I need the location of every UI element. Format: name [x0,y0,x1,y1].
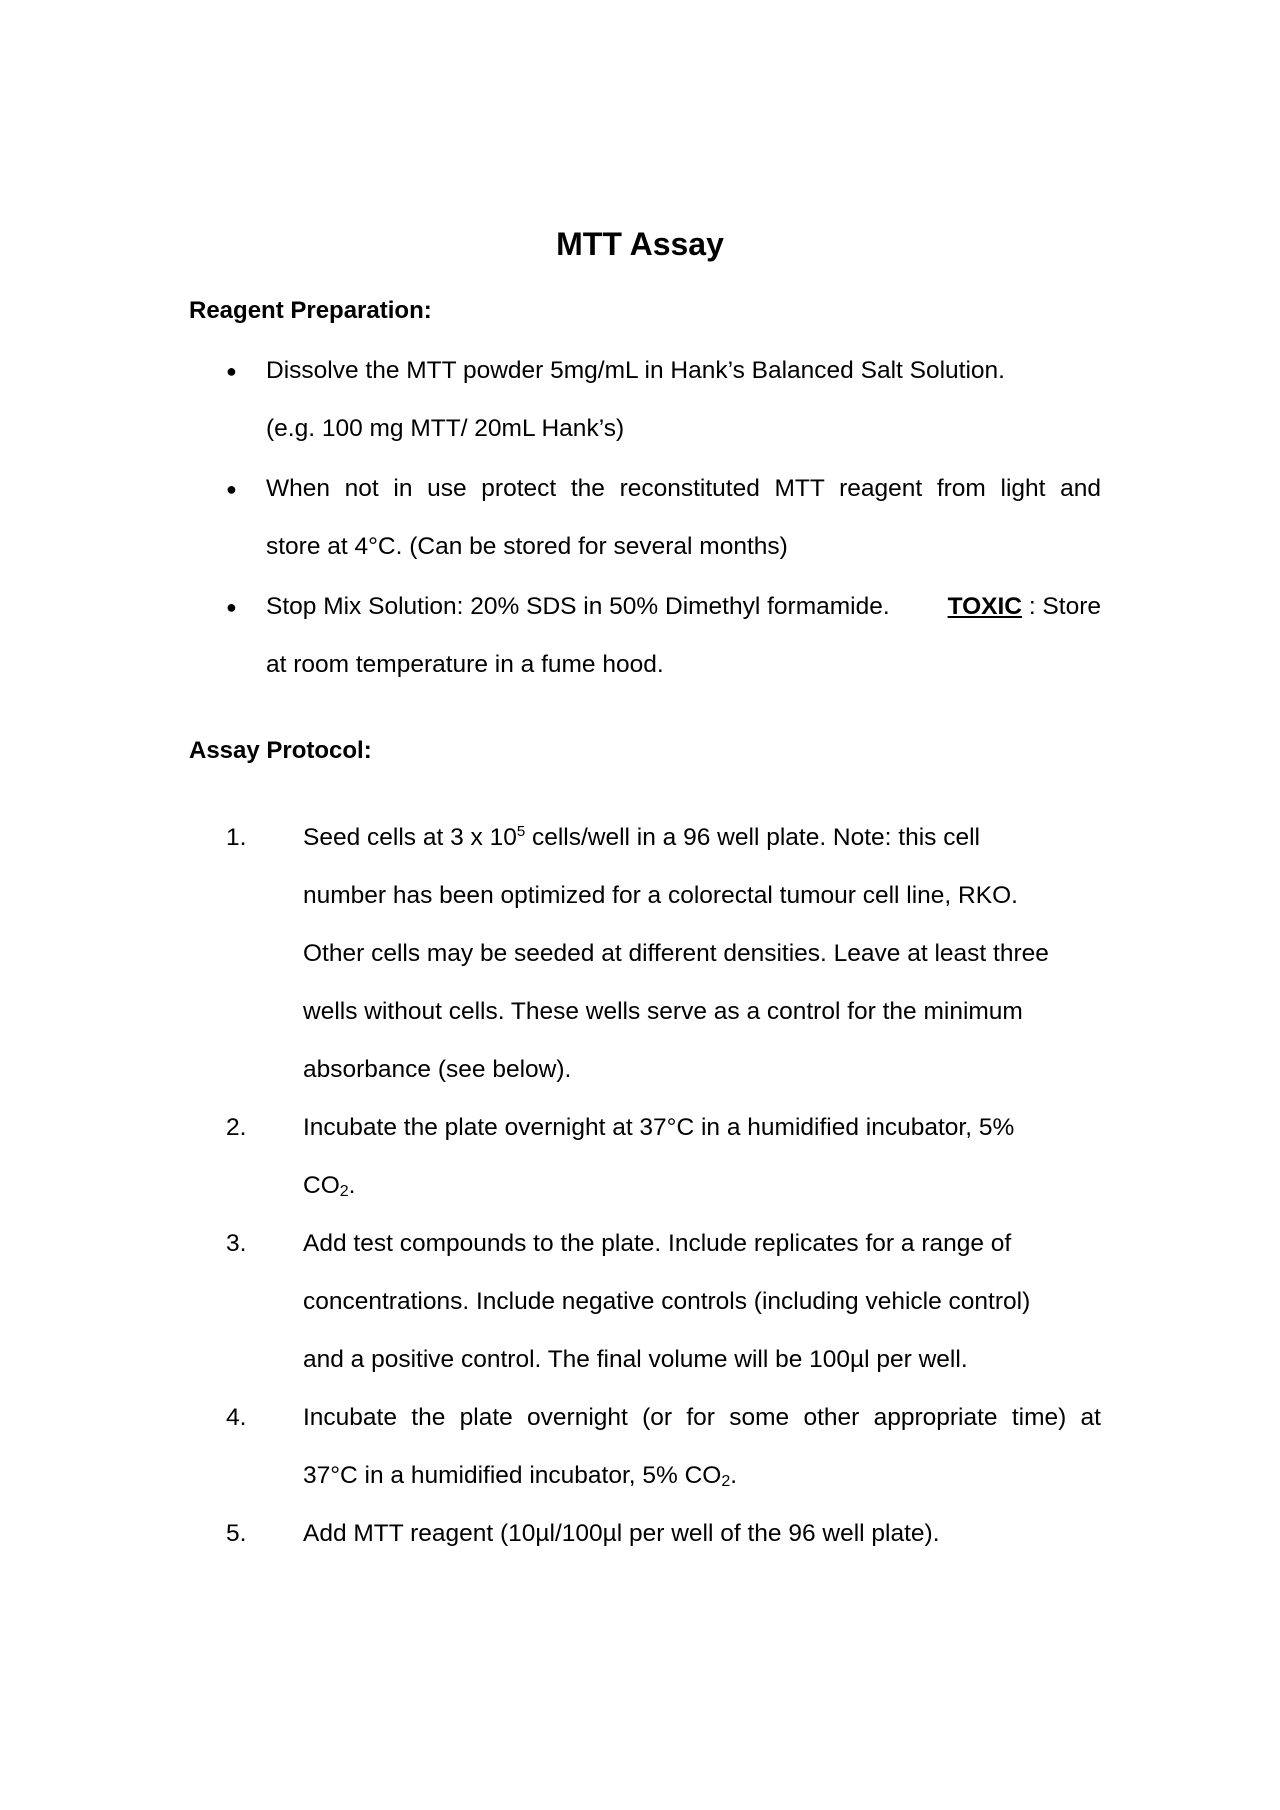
step-3-line-2: concentrations. Include negative controls (including vehicle control) [303,1288,1031,1315]
step-2-line-2 [303,1171,355,1201]
step-4-number: 4. [226,1404,247,1431]
step-2-line-1: Incubate the plate overnight at 37°C in a humidified incubator, 5% [303,1114,1015,1141]
reagent-bullet-1-line-2: (e.g. 100 mg MTT/ 20mL Hank’s) [266,415,625,442]
step-1-line-2: number has been optimized for a colorectal tumour cell line, RKO. [303,882,1018,909]
reagent-bullet-1-line-1: Dissolve the MTT powder 5mg/mL in Hank’s Balanced Salt Solution. [266,357,1005,384]
step-1-line-4: wells without cells. These wells serve as a control for the minimum [303,998,1023,1025]
reagent-bullet-2-line-2: store at 4°C. (Can be stored for several months) [266,533,788,560]
page-title: MTT Assay [556,226,724,262]
reagent-bullet-3-text: Stop Mix Solution: 20% SDS in 50% Dimethyl formamide. [266,593,890,620]
step-2-number: 2. [226,1114,247,1141]
reagent-bullet-3-toxic-group [948,592,1101,622]
step-1-line-1-rest: cells/well in a 96 well plate. Note: this cell [525,824,980,851]
subscript: 2 [339,1183,349,1200]
step-5-number: 5. [226,1520,247,1547]
step-4-line-2 [303,1461,737,1491]
step-4-line-2-text: 37°C in a humidified incubator, 5% CO [303,1462,722,1489]
bullet-icon: ● [226,479,237,499]
reagent-bullet-3-store: : Store [1028,593,1101,620]
reagent-bullet-2-line-1: When not in use protect the reconstituted MTT reagent from light and [266,475,1101,502]
exponent: 5 [516,822,526,840]
step-4-line-1: Incubate the plate overnight (or for some other appropriate time) at [303,1404,1101,1431]
subscript: 2 [721,1473,731,1490]
reagent-bullet-3-line-1 [266,592,1101,622]
step-2-line-2-text: CO [303,1172,340,1199]
step-3-line-3: and a positive control. The final volume will be 100µl per well. [303,1346,968,1373]
step-1-line-1 [303,823,980,853]
reagent-preparation-heading: Reagent Preparation: [189,297,432,324]
reagent-bullet-3-line-2: at room temperature in a fume hood. [266,651,664,678]
step-2-line-2-period: . [348,1172,356,1199]
step-5-line-1: Add MTT reagent (10µl/100µl per well of the 96 well plate). [303,1520,940,1547]
assay-protocol-heading: Assay Protocol: [189,737,372,764]
bullet-icon: ● [226,361,237,381]
step-3-number: 3. [226,1230,247,1257]
bullet-icon: ● [226,597,237,617]
step-1-line-5: absorbance (see below). [303,1056,572,1083]
step-1-line-3: Other cells may be seeded at different densities. Leave at least three [303,940,1049,967]
toxic-warning-label: TOXIC [947,593,1022,620]
step-4-line-2-period: . [730,1462,738,1489]
step-3-line-1: Add test compounds to the plate. Include replicates for a range of [303,1230,1012,1257]
step-1-line-1-text: Seed cells at 3 x 10 [303,824,517,851]
step-1-number: 1. [226,824,247,851]
